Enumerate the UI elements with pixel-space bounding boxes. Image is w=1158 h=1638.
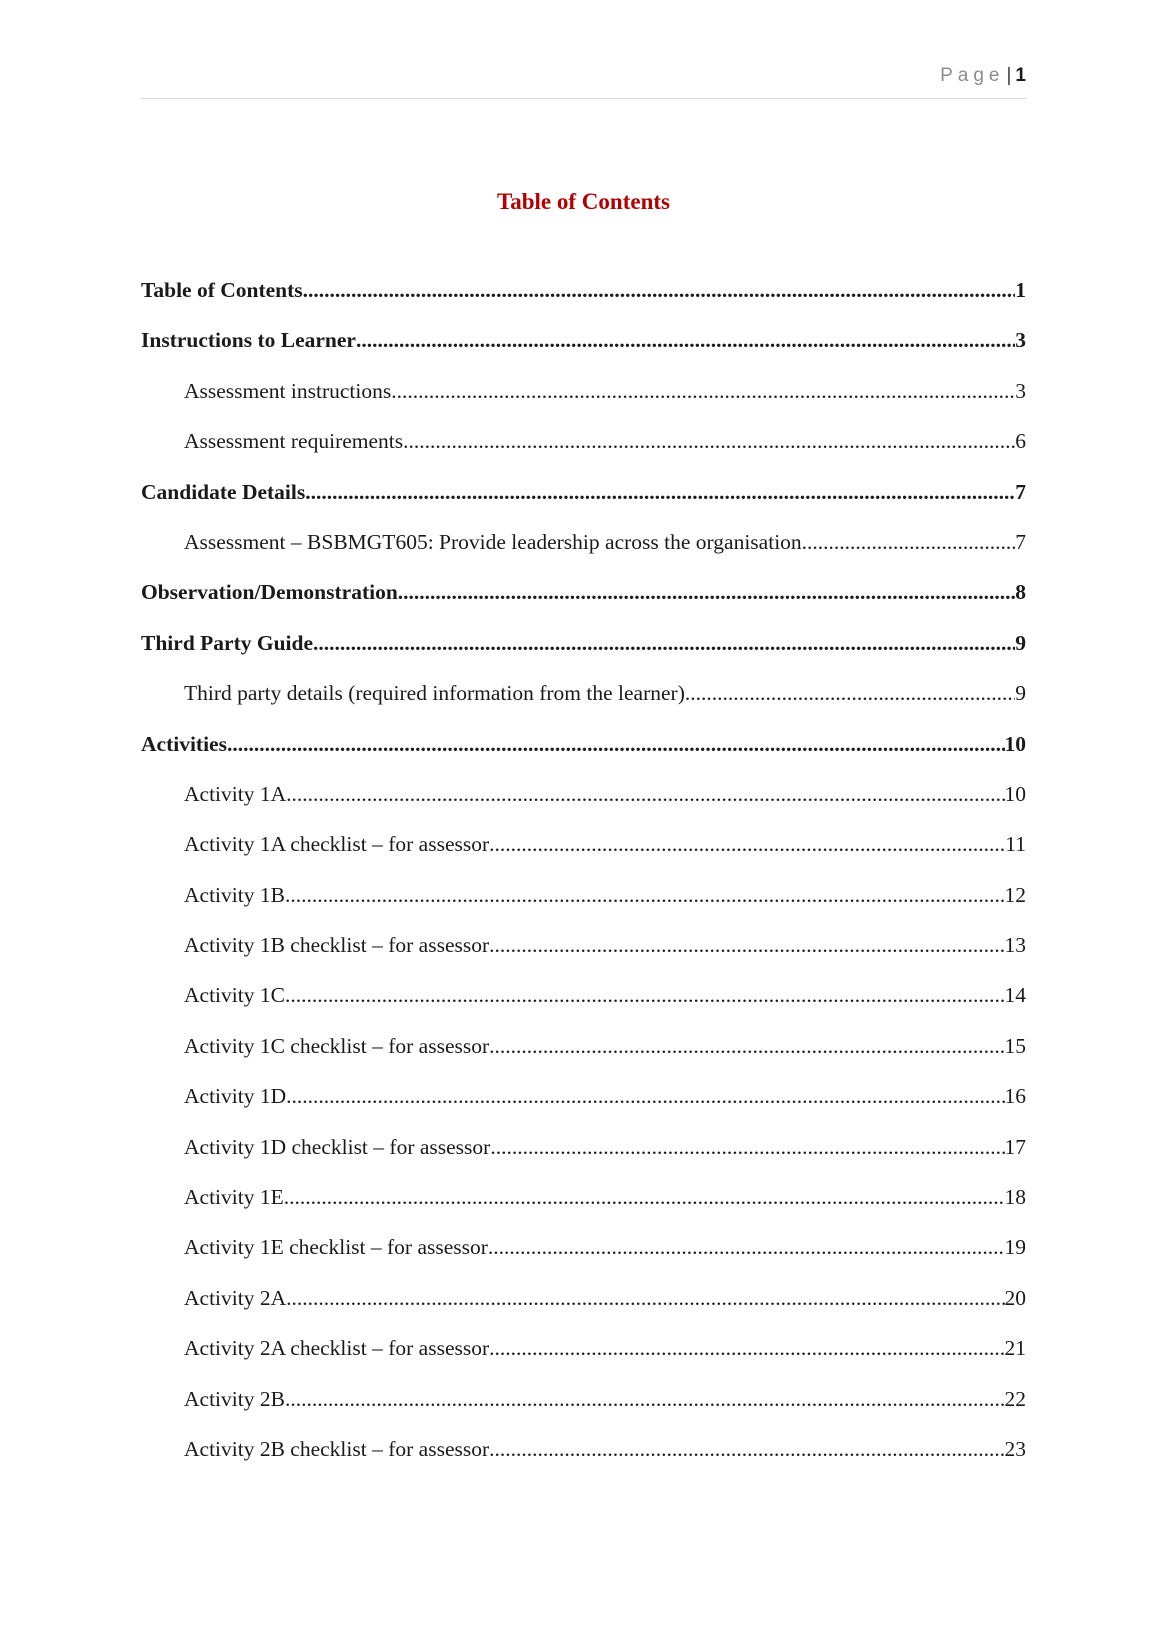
toc-dot-leader — [489, 1434, 1004, 1464]
toc-entry-label: Activity 1D — [184, 1084, 287, 1109]
toc-entry-page: 22 — [1004, 1386, 1026, 1411]
toc-entry-page: 21 — [1004, 1336, 1026, 1361]
toc-subentry[interactable] — [141, 1384, 1026, 1434]
toc-dot-leader — [489, 1333, 1004, 1363]
toc-subentry[interactable] — [141, 1283, 1026, 1333]
toc-subentry[interactable] — [141, 1333, 1026, 1383]
toc-entry-label: Candidate Details — [141, 479, 306, 504]
toc-dot-leader — [285, 880, 1005, 910]
table-of-contents — [141, 275, 1026, 1484]
toc-entry-page: 6 — [1015, 429, 1026, 454]
toc-subentry[interactable] — [141, 1081, 1026, 1131]
toc-dot-leader — [398, 577, 1015, 607]
toc-entry-page: 7 — [1015, 479, 1026, 504]
toc-entry-page: 14 — [1004, 983, 1026, 1008]
toc-entry-label: Activity 1C checklist – for assessor — [184, 1033, 490, 1058]
toc-dot-leader — [285, 980, 1005, 1010]
toc-entry-label: Activity 2A checklist – for assessor — [184, 1336, 490, 1361]
toc-entry-page: 9 — [1015, 681, 1026, 706]
toc-dot-leader — [685, 678, 1015, 708]
toc-dot-leader — [303, 275, 1016, 305]
toc-subentry[interactable] — [141, 1031, 1026, 1081]
toc-dot-leader — [488, 1232, 1005, 1262]
toc-entry-page: 16 — [1004, 1084, 1026, 1109]
page-number: 1 — [1015, 65, 1026, 86]
page-header — [141, 66, 1026, 99]
toc-entry-label: Activity 1D checklist – for assessor — [184, 1134, 491, 1159]
page-label: Page — [940, 65, 1005, 86]
toc-dot-leader — [286, 779, 1004, 809]
toc-entry-page: 7 — [1015, 529, 1026, 554]
toc-subentry[interactable] — [141, 1132, 1026, 1182]
toc-heading: Table of Contents — [497, 189, 670, 214]
toc-entry[interactable] — [141, 729, 1026, 779]
toc-entry-label: Observation/Demonstration — [141, 580, 398, 605]
toc-subentry[interactable] — [141, 678, 1026, 728]
toc-entry-label: Third party details (required information from the learner) — [184, 681, 685, 706]
toc-entry-page: 20 — [1004, 1285, 1026, 1310]
toc-subentry[interactable] — [141, 1434, 1026, 1484]
toc-subentry[interactable] — [141, 376, 1026, 426]
toc-dot-leader — [305, 477, 1015, 507]
toc-dot-leader — [313, 628, 1015, 658]
page-separator: | — [1006, 65, 1012, 86]
toc-entry-label: Assessment requirements — [184, 429, 404, 454]
toc-entry-label: Third Party Guide — [141, 630, 314, 655]
toc-dot-leader — [356, 325, 1015, 355]
toc-entry-page: 17 — [1004, 1134, 1026, 1159]
toc-dot-leader — [286, 1283, 1004, 1313]
toc-dot-leader — [227, 729, 1005, 759]
toc-entry-label: Table of Contents — [141, 278, 303, 302]
toc-entry-page: 18 — [1004, 1185, 1026, 1210]
toc-entry-label: Activity 1E checklist – for assessor — [184, 1235, 488, 1260]
toc-entry-page: 9 — [1015, 630, 1026, 655]
toc-dot-leader — [403, 426, 1015, 456]
toc-dot-leader — [489, 1031, 1004, 1061]
toc-entry-page: 10 — [1004, 731, 1026, 756]
toc-entry-label: Activity 1E — [184, 1185, 284, 1210]
toc-entry-page: 13 — [1004, 933, 1026, 958]
toc-entry-page: 23 — [1004, 1436, 1026, 1461]
toc-subentry[interactable] — [141, 829, 1026, 879]
toc-entry-page: 10 — [1004, 781, 1026, 806]
toc-dot-leader — [489, 930, 1004, 960]
toc-entry-label: Activity 1A — [184, 781, 287, 806]
toc-entry-page: 3 — [1015, 328, 1026, 353]
toc-entry-label: Instructions to Learner — [141, 328, 356, 353]
toc-dot-leader — [490, 1132, 1004, 1162]
toc-dot-leader — [285, 1384, 1005, 1414]
toc-dot-leader — [391, 376, 1015, 406]
toc-subentry[interactable] — [141, 779, 1026, 829]
toc-subentry[interactable] — [141, 930, 1026, 980]
toc-entry[interactable] — [141, 628, 1026, 678]
toc-entry-page: 1 — [1015, 278, 1026, 302]
toc-entry[interactable] — [141, 477, 1026, 527]
toc-subentry[interactable] — [141, 1182, 1026, 1232]
toc-subentry[interactable] — [141, 527, 1026, 577]
toc-entry-label: Activity 2B checklist – for assessor — [184, 1436, 490, 1461]
toc-entry-label: Activities — [141, 731, 227, 756]
toc-subentry[interactable] — [141, 1232, 1026, 1282]
toc-entry-page: 15 — [1004, 1033, 1026, 1058]
toc-entry-page: 3 — [1015, 378, 1026, 403]
toc-entry-page: 8 — [1015, 580, 1026, 605]
toc-entry-label: Activity 1B checklist – for assessor — [184, 933, 490, 958]
toc-subentry[interactable] — [141, 426, 1026, 476]
toc-entry-page: 11 — [1005, 832, 1026, 857]
toc-entry[interactable] — [141, 275, 1026, 325]
toc-entry-label: Assessment instructions — [184, 378, 392, 403]
toc-entry[interactable] — [141, 325, 1026, 375]
toc-entry-page: 12 — [1004, 882, 1026, 907]
toc-subentry[interactable] — [141, 880, 1026, 930]
toc-dot-leader — [286, 1081, 1004, 1111]
toc-dot-leader — [284, 1182, 1005, 1212]
toc-entry-label: Activity 1B — [184, 882, 285, 907]
toc-entry-label: Activity 2A — [184, 1285, 287, 1310]
toc-entry-label: Assessment – BSBMGT605: Provide leadership across the organisation — [184, 529, 802, 554]
toc-entry-page: 19 — [1004, 1235, 1026, 1260]
toc-dot-leader — [489, 829, 1005, 859]
toc-dot-leader — [802, 527, 1016, 557]
toc-entry-label: Activity 1C — [184, 983, 285, 1008]
toc-entry-label: Activity 2B — [184, 1386, 285, 1411]
toc-entry-label: Activity 1A checklist – for assessor — [184, 832, 490, 857]
toc-subentry[interactable] — [141, 980, 1026, 1030]
toc-entry[interactable] — [141, 577, 1026, 627]
